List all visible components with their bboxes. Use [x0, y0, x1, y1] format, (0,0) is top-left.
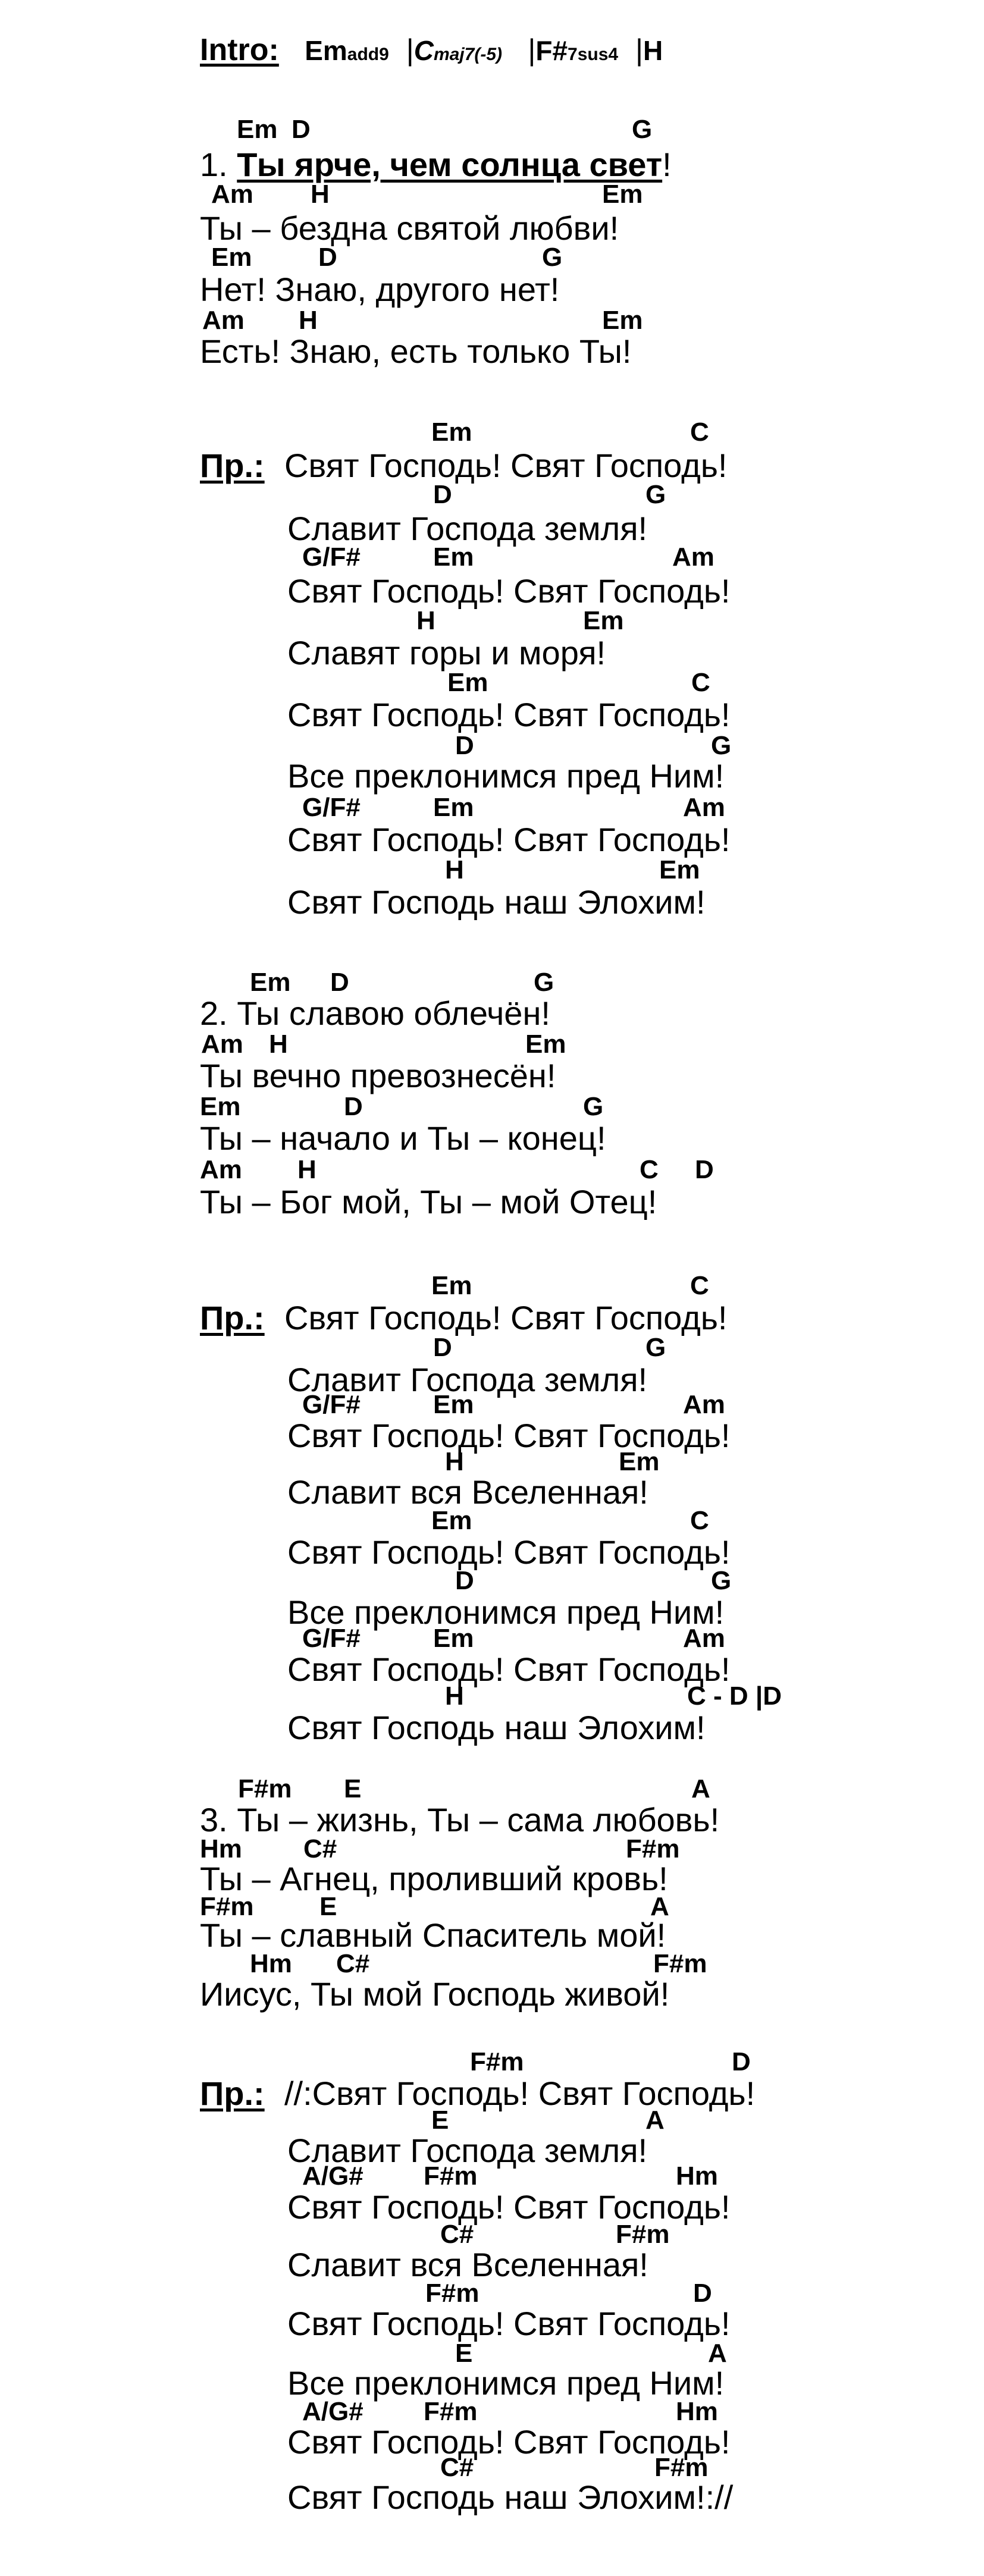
chord: G: [534, 968, 554, 997]
chord: D: [292, 115, 311, 144]
chord: D: [455, 731, 474, 760]
verse2-line4: Ты – Бог мой, Ты – мой Отец!: [200, 1183, 657, 1220]
chord: Em: [433, 542, 474, 572]
chord: F#m: [200, 1892, 254, 1921]
chorus1-label: Пр.:: [200, 447, 265, 484]
chord: F#m: [653, 1949, 707, 1978]
intro-chord-2: Cmaj7(-5): [413, 35, 502, 66]
verse2-line1: 2. Ты славою облечён!: [200, 994, 550, 1032]
verse3-line4: Иисус, Ты мой Господь живой!: [200, 1975, 670, 2013]
chord: A/G#: [302, 2161, 363, 2191]
chord: D: [330, 968, 349, 997]
chord: C#: [336, 1949, 370, 1978]
chord: Em: [431, 1271, 472, 1300]
chord: Em: [200, 1092, 241, 1121]
chord: G: [542, 243, 563, 272]
chord: E: [319, 1892, 337, 1921]
chorus2-line4: Славит вся Вселенная!: [287, 1473, 648, 1511]
chord: A: [691, 1774, 710, 1803]
chord: Am: [202, 306, 245, 335]
chord: Em: [583, 606, 624, 635]
chord: C#: [440, 2453, 474, 2482]
chord: Am: [683, 1390, 725, 1419]
chord: G: [645, 1333, 666, 1362]
chord: C: [690, 1506, 709, 1535]
chord: C#: [303, 1834, 337, 1863]
chorus1-line3: Свят Господь! Свят Господь!: [287, 572, 731, 610]
chorus3-label: Пр.:: [200, 2075, 265, 2112]
chorus2-line3: Свят Господь! Свят Господь!: [287, 1417, 731, 1454]
chord: A: [645, 2106, 665, 2135]
chord: F#m: [425, 2279, 480, 2308]
chorus1-line8: Свят Господь наш Элохим!: [287, 883, 706, 921]
chord: D: [693, 2279, 712, 2308]
chord: D: [318, 243, 337, 272]
chord: Em: [602, 306, 643, 335]
verse3-line3: Ты – славный Спаситель мой!: [200, 1916, 666, 1954]
chorus2-label: Пр.:: [200, 1299, 265, 1336]
chord: H: [445, 1447, 464, 1476]
chord: H: [445, 855, 464, 884]
chord: F#m: [238, 1774, 292, 1803]
chord: F#m: [626, 1834, 680, 1863]
chord: F#m: [424, 2161, 478, 2191]
chord: Em: [433, 793, 474, 822]
chord: H: [416, 606, 435, 635]
chord: C: [691, 668, 710, 697]
chorus3-line5: Свят Господь! Свят Господь!: [287, 2305, 731, 2342]
chorus3-line8: Свят Господь наш Элохим!://: [287, 2478, 734, 2516]
chord: Em: [619, 1447, 660, 1476]
intro-chord-4: H: [643, 35, 663, 66]
chord: A: [650, 1892, 669, 1921]
verse1-line4: Есть! Знаю, есть только Ты!: [200, 332, 632, 370]
chord: G: [711, 731, 732, 760]
chord: Hm: [200, 1834, 242, 1863]
chord: G: [632, 115, 653, 144]
chord: Em: [602, 180, 643, 209]
chord: Em: [659, 855, 700, 884]
intro-chord-1: Emadd9: [305, 35, 389, 66]
chorus2-line8: Свят Господь наш Элохим!: [287, 1709, 706, 1746]
chorus2-line5: Свят Господь! Свят Господь!: [287, 1533, 731, 1571]
chord: Am: [683, 793, 725, 822]
chord: Em: [431, 418, 472, 447]
chord: D: [695, 1155, 714, 1184]
chord: E: [344, 1774, 362, 1803]
chord: F#m: [470, 2047, 524, 2076]
chorus3-line6: Все преклонимся пред Ним!: [287, 2364, 725, 2402]
chord: F#m: [616, 2220, 670, 2249]
verse2-line3: Ты – начало и Ты – конец!: [200, 1119, 606, 1157]
chord: Em: [433, 1390, 474, 1419]
chord: Em: [447, 668, 488, 697]
chord: H: [297, 1155, 316, 1184]
verse3-line1: 3. Ты – жизнь, Ты – сама любовь!: [200, 1801, 720, 1838]
chorus1-line1: Свят Господь! Свят Господь!: [284, 447, 728, 484]
chord: G/F#: [302, 1624, 361, 1653]
verse1-line3: Нет! Знаю, другого нет!: [200, 271, 560, 308]
chord: Am: [211, 180, 253, 209]
chord: F#m: [424, 2397, 478, 2426]
chord: Em: [433, 1624, 474, 1653]
chord: Am: [201, 1030, 243, 1059]
chord: Am: [200, 1155, 242, 1184]
chord: E: [455, 2339, 473, 2368]
chord: D: [433, 480, 452, 509]
chord: Am: [683, 1624, 725, 1653]
chord: Em: [431, 1506, 472, 1535]
chord: A/G#: [302, 2397, 363, 2426]
chorus1-line2: Славит Господа земля!: [287, 510, 648, 547]
chord: Em: [211, 243, 252, 272]
chorus1-line7: Свят Господь! Свят Господь!: [287, 821, 731, 858]
chord: A: [708, 2339, 727, 2368]
chord: H: [269, 1030, 288, 1059]
chorus1-line5: Свят Господь! Свят Господь!: [287, 696, 731, 733]
chord: H: [299, 306, 318, 335]
chord: G/F#: [302, 1390, 361, 1419]
chord: Hm: [676, 2161, 718, 2191]
chorus1-line6: Все преклонимся пред Ним!: [287, 757, 725, 795]
chorus3-line7: Свят Господь! Свят Господь!: [287, 2423, 731, 2461]
chord: Em: [250, 968, 291, 997]
chord: F#m: [654, 2453, 709, 2482]
chord: E: [431, 2106, 449, 2135]
chorus3-line1: //:Свят Господь! Свят Господь!: [284, 2075, 756, 2112]
chord: H: [311, 180, 330, 209]
verse2-line2: Ты вечно превознесён!: [200, 1057, 556, 1094]
chorus2-line7: Свят Господь! Свят Господь!: [287, 1651, 731, 1688]
intro-line: Intro: Emadd9 |Cmaj7(-5) |F#7sus4 |H: [200, 33, 663, 67]
chorus3-line4: Славит вся Вселенная!: [287, 2246, 648, 2283]
chord: H: [445, 1681, 464, 1711]
chord: Hm: [676, 2397, 718, 2426]
intro-label: Intro:: [200, 33, 279, 67]
chord: G: [711, 1566, 732, 1595]
chord: C: [690, 1271, 709, 1300]
verse3-line2: Ты – Агнец, проливший кровь!: [200, 1860, 668, 1897]
chorus3-line2: Славит Господа земля!: [287, 2132, 648, 2169]
chord: D: [433, 1333, 452, 1362]
chorus2-line6: Все преклонимся пред Ним!: [287, 1593, 725, 1631]
chord: Em: [525, 1030, 566, 1059]
chord: G/F#: [302, 542, 361, 572]
verse1-line2: Ты – бездна святой любви!: [200, 209, 619, 247]
chord: Am: [672, 542, 715, 572]
chord: D: [732, 2047, 751, 2076]
chord: Hm: [250, 1949, 292, 1978]
chord: C - D |D: [687, 1681, 782, 1711]
chorus2-line2: Славит Господа земля!: [287, 1361, 648, 1398]
chorus1-line4: Славят горы и моря!: [287, 634, 606, 672]
chord: C: [640, 1155, 659, 1184]
chord: G/F#: [302, 793, 361, 822]
chord: Em: [237, 115, 278, 144]
chord: D: [344, 1092, 363, 1121]
chord: D: [455, 1566, 474, 1595]
chorus2-line1: Свят Господь! Свят Господь!: [284, 1299, 728, 1336]
chord: G: [583, 1092, 604, 1121]
chord: G: [645, 480, 666, 509]
verse1-line1: 1. Ты ярче, чем солнца свет!: [200, 146, 672, 183]
chord: C#: [440, 2220, 474, 2249]
intro-chord-3: F#7sus4: [535, 35, 619, 66]
chord: C: [690, 418, 709, 447]
chorus3-line3: Свят Господь! Свят Господь!: [287, 2188, 731, 2226]
